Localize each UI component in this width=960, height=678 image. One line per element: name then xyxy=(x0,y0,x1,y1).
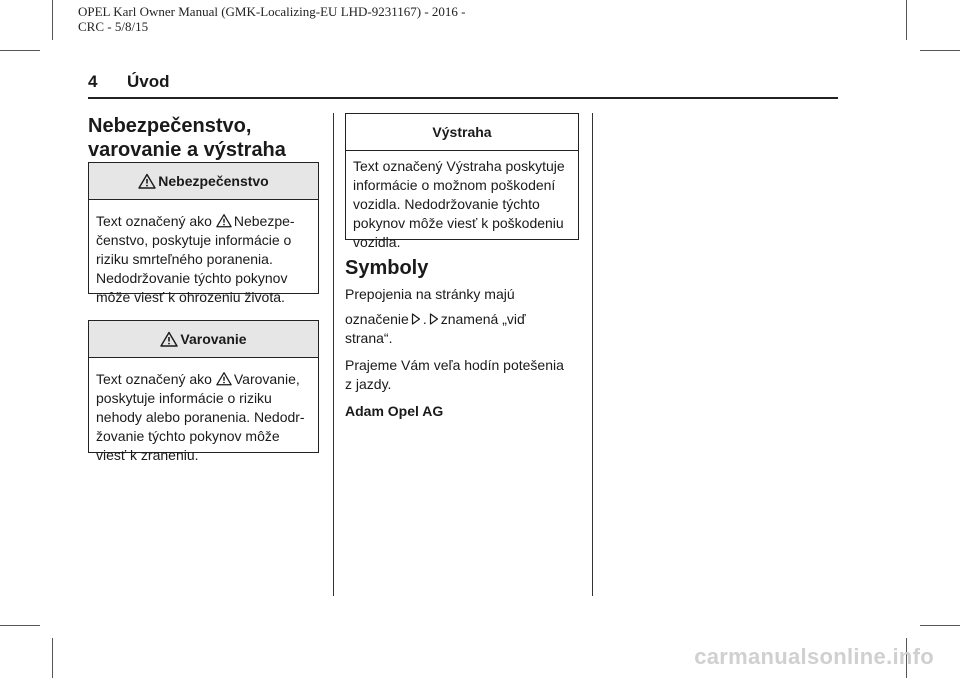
caution-line: vozidla. xyxy=(353,234,401,250)
header-rule xyxy=(88,97,838,99)
caution-line: informácie o možnom poškodení xyxy=(353,177,556,193)
danger-box-header xyxy=(89,163,318,200)
caution-line: pokynov môže viesť k poškodeniu xyxy=(353,215,564,231)
danger-box-text xyxy=(89,200,318,307)
crop-mark xyxy=(52,638,53,678)
danger-box xyxy=(88,162,319,305)
danger-line-end: Nebezpe- xyxy=(233,213,295,229)
warning-line-end: Varovanie, xyxy=(233,371,300,387)
caution-box-header xyxy=(346,114,578,151)
danger-box-title: Nebezpečenstvo xyxy=(158,173,269,189)
warning-box-text xyxy=(89,358,318,465)
danger-line: Nedodržovanie týchto pokynov xyxy=(96,270,288,286)
caution-box xyxy=(345,113,579,250)
danger-line: môže viesť k ohrozeniu života. xyxy=(96,289,285,305)
crop-mark xyxy=(906,0,907,40)
warning-line: viesť k zraneniu. xyxy=(96,447,199,463)
closing-line: z jazdy. xyxy=(345,376,392,392)
warning-triangle-icon xyxy=(138,173,156,189)
watermark: carmanualsonline.info xyxy=(694,644,934,669)
caution-box-text xyxy=(346,151,578,252)
symbols-line: strana“. xyxy=(345,330,393,346)
danger-line: čenstvo, poskytuje informácie o xyxy=(96,232,292,248)
crop-mark xyxy=(920,625,960,626)
crop-mark xyxy=(52,0,53,40)
symbols-line-dot: . xyxy=(422,311,427,327)
warning-box xyxy=(88,320,319,463)
symbols-title: Symboly xyxy=(345,257,429,279)
symbols-section xyxy=(345,256,428,280)
crop-mark xyxy=(920,50,960,51)
section-title xyxy=(88,114,286,162)
section-title-line: Nebezpečenstvo, xyxy=(88,115,252,137)
print-header xyxy=(78,4,466,34)
signature: Adam Opel AG xyxy=(345,403,444,419)
chapter-title: Úvod xyxy=(127,72,170,91)
page-reference-arrow-icon xyxy=(411,313,421,325)
column-divider xyxy=(333,113,334,596)
warning-line: nehody alebo poranenia. Nedodr- xyxy=(96,409,305,425)
warning-triangle-icon xyxy=(216,371,232,386)
symbols-line: Prepojenia na stránky majú xyxy=(345,286,515,302)
warning-box-header xyxy=(89,321,318,358)
crop-mark xyxy=(0,50,40,51)
column-divider xyxy=(592,113,593,596)
symbols-line-start: označenie xyxy=(345,311,409,327)
caution-box-title: Výstraha xyxy=(432,124,492,140)
warning-line: poskytuje informácie o riziku xyxy=(96,390,272,406)
closing-line: Prajeme Vám veľa hodín potešenia xyxy=(345,357,564,373)
symbols-paragraph xyxy=(345,285,564,421)
crop-mark xyxy=(0,625,40,626)
warning-line-start: Text označený ako xyxy=(96,371,212,387)
caution-line: Text označený Výstraha poskytuje xyxy=(353,158,565,174)
warning-triangle-icon xyxy=(216,213,232,228)
danger-line: riziku smrteľného poranenia. xyxy=(96,251,273,267)
caution-line: vozidla. Nedodržovanie týchto xyxy=(353,196,540,212)
warning-triangle-icon xyxy=(160,331,178,347)
print-header-line: OPEL Karl Owner Manual (GMK-Localizing-EU LHD-9231167) - 2016 - xyxy=(78,4,466,19)
warning-box-title: Varovanie xyxy=(180,331,247,347)
warning-line: žovanie týchto pokynov môže xyxy=(96,428,280,444)
print-header-line: CRC - 5/8/15 xyxy=(78,19,149,34)
section-title-line: varovanie a výstraha xyxy=(88,139,286,161)
page-reference-arrow-icon xyxy=(429,313,439,325)
danger-line-start: Text označený ako xyxy=(96,213,212,229)
page-number: 4 xyxy=(88,72,98,91)
symbols-line-end: znamená „viď xyxy=(440,311,526,327)
